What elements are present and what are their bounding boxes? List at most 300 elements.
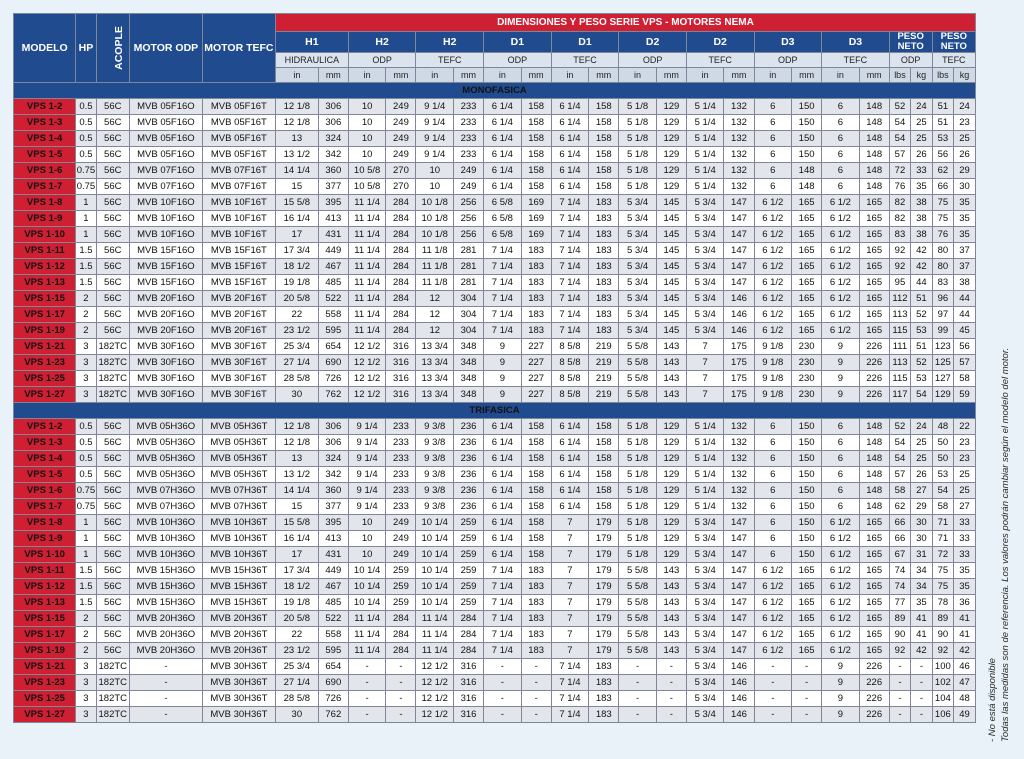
table-row <box>14 611 976 627</box>
table-cell: - <box>386 691 416 707</box>
table-cell: 3 <box>76 339 96 355</box>
table-cell: 306 <box>318 435 348 451</box>
table-cell: 143 <box>656 339 686 355</box>
table-cell: 5 5/8 <box>619 595 657 611</box>
table-cell: 6 <box>754 163 792 179</box>
table-cell: 348 <box>454 339 484 355</box>
table-cell: 27 <box>954 499 976 515</box>
table-cell: 413 <box>318 211 348 227</box>
table-cell: 183 <box>589 675 619 691</box>
table-cell: MVB 15H36T <box>202 579 275 595</box>
table-cell: 150 <box>792 99 822 115</box>
table-cell: 6 1/2 <box>822 291 860 307</box>
unit-header-14: in <box>754 68 792 83</box>
table-cell: 123 <box>932 339 953 355</box>
table-cell: 17 3/4 <box>275 563 318 579</box>
table-cell: 6 <box>754 531 792 547</box>
table-cell: MVB 20F16T <box>202 307 275 323</box>
table-cell: 6 1/4 <box>551 147 589 163</box>
table-cell: 259 <box>454 547 484 563</box>
table-cell: 9 <box>484 355 522 371</box>
table-cell: 6 1/2 <box>822 627 860 643</box>
table-cell: 5 3/4 <box>686 627 724 643</box>
table-cell: 37 <box>954 243 976 259</box>
table-row <box>14 275 976 291</box>
table-cell: 7 <box>551 627 589 643</box>
table-cell: 165 <box>859 595 889 611</box>
table-cell: 132 <box>724 483 754 499</box>
table-cell: - <box>521 691 551 707</box>
table-cell: 9 <box>484 387 522 403</box>
table-cell: 150 <box>792 115 822 131</box>
table-cell: - <box>911 691 932 707</box>
table-cell: 10 1/4 <box>348 563 386 579</box>
table-cell: 3 <box>76 707 96 723</box>
table-cell: 158 <box>521 131 551 147</box>
table-cell: 6 1/4 <box>551 467 589 483</box>
table-cell: 5 1/4 <box>686 451 724 467</box>
table-cell: 165 <box>859 227 889 243</box>
table-cell: 6 1/4 <box>484 115 522 131</box>
table-cell: 76 <box>932 227 953 243</box>
table-cell: 6 1/4 <box>551 499 589 515</box>
table-cell: MVB 05H36O <box>129 451 202 467</box>
table-cell: MVB 05F16O <box>129 131 202 147</box>
table-cell: 54 <box>889 131 910 147</box>
table-cell: 147 <box>724 611 754 627</box>
table-cell: 7 1/4 <box>551 243 589 259</box>
table-cell: 25 <box>954 467 976 483</box>
table-cell: 1 <box>76 515 96 531</box>
table-cell: 129 <box>656 435 686 451</box>
table-cell: 145 <box>656 323 686 339</box>
table-cell: 9 <box>484 371 522 387</box>
sub-header-9: ODP <box>889 53 932 68</box>
table-cell: 56C <box>96 243 129 259</box>
table-cell: MVB 30F16O <box>129 371 202 387</box>
table-cell: 5 3/4 <box>686 195 724 211</box>
table-cell: 485 <box>318 595 348 611</box>
table-cell: 22 <box>275 307 318 323</box>
table-cell: 158 <box>521 115 551 131</box>
table-cell: MVB 10F16T <box>202 211 275 227</box>
table-cell: 146 <box>724 291 754 307</box>
table-cell: 72 <box>889 163 910 179</box>
table-cell: - <box>386 707 416 723</box>
table-cell: 183 <box>521 643 551 659</box>
table-cell: MVB 10H36T <box>202 531 275 547</box>
table-cell: 129 <box>656 179 686 195</box>
table-cell: - <box>129 691 202 707</box>
table-cell: 360 <box>318 163 348 179</box>
table-cell: 129 <box>932 387 953 403</box>
table-cell: 249 <box>386 531 416 547</box>
table-cell: 5 3/4 <box>686 659 724 675</box>
table-cell: 182TC <box>96 691 129 707</box>
model-cell: VPS 1-8 <box>14 515 76 531</box>
table-cell: 7 1/4 <box>551 227 589 243</box>
table-cell: - <box>792 659 822 675</box>
table-cell: 56C <box>96 483 129 499</box>
table-cell: 62 <box>889 499 910 515</box>
unit-header-20: lbs <box>932 68 953 83</box>
table-cell: 24 <box>954 99 976 115</box>
table-cell: 7 <box>551 515 589 531</box>
table-cell: 6 1/2 <box>754 643 792 659</box>
table-cell: 132 <box>724 147 754 163</box>
table-cell: 165 <box>792 211 822 227</box>
table-cell: 2 <box>76 627 96 643</box>
table-cell: 284 <box>386 627 416 643</box>
table-cell: 112 <box>889 291 910 307</box>
table-cell: 37 <box>954 259 976 275</box>
table-cell: MVB 30F16T <box>202 371 275 387</box>
table-cell: 52 <box>911 307 932 323</box>
table-cell: 26 <box>911 147 932 163</box>
table-cell: 12 1/2 <box>416 659 454 675</box>
table-cell: 7 <box>551 595 589 611</box>
table-cell: 5 3/4 <box>686 611 724 627</box>
table-cell: MVB 30F16O <box>129 387 202 403</box>
table-cell: 56C <box>96 467 129 483</box>
table-cell: 5 1/8 <box>619 547 657 563</box>
table-cell: 75 <box>932 579 953 595</box>
table-cell: 113 <box>889 355 910 371</box>
table-cell: 360 <box>318 483 348 499</box>
table-cell: - <box>484 675 522 691</box>
table-cell: 5 1/8 <box>619 147 657 163</box>
table-cell: MVB 10H36O <box>129 531 202 547</box>
table-cell: 236 <box>454 499 484 515</box>
table-cell: MVB 15H36O <box>129 595 202 611</box>
table-cell: MVB 30F16T <box>202 355 275 371</box>
table-row <box>14 531 976 547</box>
table-cell: 15 5/8 <box>275 515 318 531</box>
table-cell: 6 1/2 <box>754 195 792 211</box>
table-cell: 9 <box>822 387 860 403</box>
table-cell: 5 1/8 <box>619 499 657 515</box>
sub-header-8: TEFC <box>822 53 890 68</box>
sub-header-7: ODP <box>754 53 822 68</box>
table-cell: 148 <box>859 483 889 499</box>
model-cell: VPS 1-13 <box>14 275 76 291</box>
table-cell: 179 <box>589 611 619 627</box>
table-cell: 6 <box>754 435 792 451</box>
table-cell: 147 <box>724 547 754 563</box>
table-cell: 165 <box>792 243 822 259</box>
table-cell: 5 1/4 <box>686 163 724 179</box>
table-cell: 158 <box>589 435 619 451</box>
table-cell: 165 <box>859 611 889 627</box>
table-cell: 5 3/4 <box>619 291 657 307</box>
table-cell: - <box>619 675 657 691</box>
table-cell: 6 1/2 <box>822 259 860 275</box>
table-cell: 183 <box>521 563 551 579</box>
table-cell: 150 <box>792 483 822 499</box>
table-cell: MVB 15F16T <box>202 259 275 275</box>
table-cell: 5 5/8 <box>619 579 657 595</box>
table-cell: 7 1/4 <box>551 307 589 323</box>
table-cell: 158 <box>589 115 619 131</box>
table-row <box>14 131 976 147</box>
table-cell: 467 <box>318 259 348 275</box>
table-cell: 0.5 <box>76 467 96 483</box>
table-cell: MVB 10H36O <box>129 547 202 563</box>
table-cell: 233 <box>386 435 416 451</box>
table-cell: 82 <box>889 195 910 211</box>
table-row <box>14 643 976 659</box>
table-cell: 281 <box>454 243 484 259</box>
table-cell: 158 <box>589 451 619 467</box>
table-cell: 183 <box>521 243 551 259</box>
table-cell: 6 1/4 <box>484 483 522 499</box>
table-cell: 165 <box>859 627 889 643</box>
table-cell: 595 <box>318 323 348 339</box>
table-cell: 56C <box>96 259 129 275</box>
table-cell: 6 1/2 <box>822 579 860 595</box>
table-cell: MVB 20H36T <box>202 611 275 627</box>
table-cell: 6 1/2 <box>754 627 792 643</box>
table-cell: 52 <box>911 355 932 371</box>
table-cell: 150 <box>792 547 822 563</box>
footnote-reference: Todas las medidas son de referencia. Los valores podrán cambiar según el modelo del motor. <box>1000 347 1011 742</box>
table-cell: 10 1/4 <box>348 595 386 611</box>
table-cell: 6 <box>822 163 860 179</box>
table-cell: 11 1/4 <box>416 611 454 627</box>
section-row <box>14 403 976 419</box>
table-cell: MVB 20H36O <box>129 627 202 643</box>
table-cell: 7 1/4 <box>484 307 522 323</box>
table-cell: 158 <box>521 531 551 547</box>
table-cell: 6 <box>822 147 860 163</box>
table-cell: 146 <box>724 307 754 323</box>
table-cell: 2 <box>76 307 96 323</box>
table-cell: 165 <box>792 323 822 339</box>
table-cell: 56C <box>96 115 129 131</box>
table-cell: 1.5 <box>76 579 96 595</box>
table-cell: 6 5/8 <box>484 227 522 243</box>
table-cell: - <box>129 675 202 691</box>
table-cell: 24 <box>911 419 932 435</box>
table-cell: 33 <box>911 163 932 179</box>
table-cell: MVB 10H36O <box>129 515 202 531</box>
table-cell: MVB 15F16O <box>129 243 202 259</box>
table-cell: 92 <box>889 643 910 659</box>
table-cell: 6 <box>754 131 792 147</box>
table-cell: 18 1/2 <box>275 579 318 595</box>
table-cell: 115 <box>889 323 910 339</box>
table-cell: 9 3/8 <box>416 499 454 515</box>
table-cell: 6 1/4 <box>484 99 522 115</box>
table-cell: 25 <box>911 451 932 467</box>
table-cell: 150 <box>792 451 822 467</box>
table-cell: 5 3/4 <box>686 643 724 659</box>
col-header-modelo: MODELO <box>14 14 76 83</box>
table-cell: 26 <box>954 147 976 163</box>
table-cell: 9 <box>822 707 860 723</box>
model-cell: VPS 1-6 <box>14 163 76 179</box>
table-cell: 183 <box>589 195 619 211</box>
table-cell: MVB 05H36O <box>129 419 202 435</box>
table-cell: 165 <box>792 291 822 307</box>
table-cell: 158 <box>521 483 551 499</box>
table-cell: 54 <box>889 451 910 467</box>
table-cell: 143 <box>656 643 686 659</box>
table-cell: 0.75 <box>76 483 96 499</box>
table-cell: 165 <box>859 643 889 659</box>
table-cell: 12 <box>416 291 454 307</box>
model-cell: VPS 1-10 <box>14 547 76 563</box>
table-cell: 316 <box>386 371 416 387</box>
table-cell: 11 1/4 <box>416 627 454 643</box>
table-cell: 27 1/4 <box>275 675 318 691</box>
table-cell: MVB 05F16T <box>202 115 275 131</box>
table-cell: 12 <box>416 323 454 339</box>
table-cell: 7 1/4 <box>551 691 589 707</box>
table-cell: 183 <box>589 707 619 723</box>
table-cell: 129 <box>656 467 686 483</box>
table-cell: 377 <box>318 179 348 195</box>
table-cell: 165 <box>859 323 889 339</box>
table-cell: 9 1/4 <box>348 499 386 515</box>
unit-header-12: in <box>686 68 724 83</box>
table-cell: 6 1/2 <box>754 611 792 627</box>
table-cell: 183 <box>589 211 619 227</box>
table-cell: 145 <box>656 291 686 307</box>
table-cell: MVB 10F16O <box>129 227 202 243</box>
table-cell: 249 <box>386 515 416 531</box>
table-cell: MVB 30F16O <box>129 355 202 371</box>
table-cell: 219 <box>589 371 619 387</box>
table-cell: 2 <box>76 323 96 339</box>
table-cell: 53 <box>932 467 953 483</box>
table-cell: 6 <box>754 99 792 115</box>
table-cell: 6 1/2 <box>754 227 792 243</box>
table-cell: 1 <box>76 227 96 243</box>
table-cell: 249 <box>386 131 416 147</box>
table-cell: 259 <box>454 595 484 611</box>
table-cell: 31 <box>911 547 932 563</box>
model-cell: VPS 1-25 <box>14 371 76 387</box>
table-cell: 316 <box>454 707 484 723</box>
table-cell: 230 <box>792 387 822 403</box>
table-cell: 11 1/4 <box>348 627 386 643</box>
table-cell: 654 <box>318 339 348 355</box>
table-cell: 6 <box>822 131 860 147</box>
table-cell: 6 <box>822 435 860 451</box>
table-cell: 284 <box>386 211 416 227</box>
table-cell: 54 <box>932 483 953 499</box>
table-cell: 10 <box>348 131 386 147</box>
table-cell: 42 <box>954 643 976 659</box>
group-header-0: H1 <box>275 32 348 53</box>
table-cell: 92 <box>889 259 910 275</box>
table-cell: - <box>754 707 792 723</box>
table-cell: 158 <box>589 483 619 499</box>
table-cell: - <box>792 707 822 723</box>
unit-header-4: in <box>416 68 454 83</box>
table-cell: - <box>754 691 792 707</box>
table-cell: 6 1/2 <box>822 595 860 611</box>
table-cell: 19 1/8 <box>275 595 318 611</box>
table-cell: 6 1/4 <box>551 483 589 499</box>
table-cell: 6 1/4 <box>551 419 589 435</box>
table-cell: MVB 30H36T <box>202 707 275 723</box>
table-row <box>14 387 976 403</box>
table-cell: 56C <box>96 195 129 211</box>
table-cell: 35 <box>911 179 932 195</box>
table-cell: 182TC <box>96 659 129 675</box>
table-cell: 148 <box>859 99 889 115</box>
table-cell: 449 <box>318 563 348 579</box>
table-cell: 233 <box>454 131 484 147</box>
unit-header-1: mm <box>318 68 348 83</box>
table-cell: 5 3/4 <box>686 515 724 531</box>
table-cell: 183 <box>521 627 551 643</box>
table-cell: 13 <box>275 451 318 467</box>
table-cell: 150 <box>792 419 822 435</box>
table-cell: 7 <box>686 387 724 403</box>
table-cell: 182TC <box>96 387 129 403</box>
model-cell: VPS 1-27 <box>14 387 76 403</box>
table-cell: 6 1/4 <box>484 419 522 435</box>
table-cell: MVB 10F16O <box>129 195 202 211</box>
table-cell: 6 <box>822 451 860 467</box>
table-cell: 304 <box>454 307 484 323</box>
table-cell: 6 1/2 <box>822 531 860 547</box>
table-cell: 7 <box>551 531 589 547</box>
group-header-3: D1 <box>484 32 552 53</box>
table-cell: 6 1/2 <box>822 227 860 243</box>
table-cell: 10 <box>348 515 386 531</box>
table-cell: MVB 20H36T <box>202 627 275 643</box>
table-cell: 7 <box>551 579 589 595</box>
table-cell: 5 3/4 <box>619 259 657 275</box>
table-cell: 165 <box>859 243 889 259</box>
table-cell: 42 <box>911 643 932 659</box>
table-row <box>14 323 976 339</box>
table-row <box>14 659 976 675</box>
table-cell: MVB 05F16T <box>202 131 275 147</box>
table-cell: 7 <box>686 339 724 355</box>
table-cell: 5 1/4 <box>686 179 724 195</box>
table-cell: 165 <box>792 275 822 291</box>
table-cell: 72 <box>932 547 953 563</box>
table-cell: 7 1/4 <box>551 323 589 339</box>
table-cell: 75 <box>932 195 953 211</box>
table-cell: 183 <box>521 275 551 291</box>
table-row <box>14 627 976 643</box>
table-cell: 9 <box>484 339 522 355</box>
table-cell: 183 <box>521 307 551 323</box>
table-cell: 8 5/8 <box>551 339 589 355</box>
table-cell: 226 <box>859 691 889 707</box>
table-cell: 522 <box>318 291 348 307</box>
table-cell: 6 <box>822 483 860 499</box>
table-cell: 6 1/2 <box>754 563 792 579</box>
table-cell: 38 <box>911 227 932 243</box>
table-cell: 100 <box>932 659 953 675</box>
table-row <box>14 419 976 435</box>
table-cell: 158 <box>521 147 551 163</box>
table-cell: MVB 20H36T <box>202 643 275 659</box>
table-cell: 132 <box>724 435 754 451</box>
table-row <box>14 307 976 323</box>
model-cell: VPS 1-15 <box>14 611 76 627</box>
table-cell: 316 <box>454 675 484 691</box>
sub-header-10: TEFC <box>932 53 975 68</box>
table-cell: 165 <box>792 643 822 659</box>
